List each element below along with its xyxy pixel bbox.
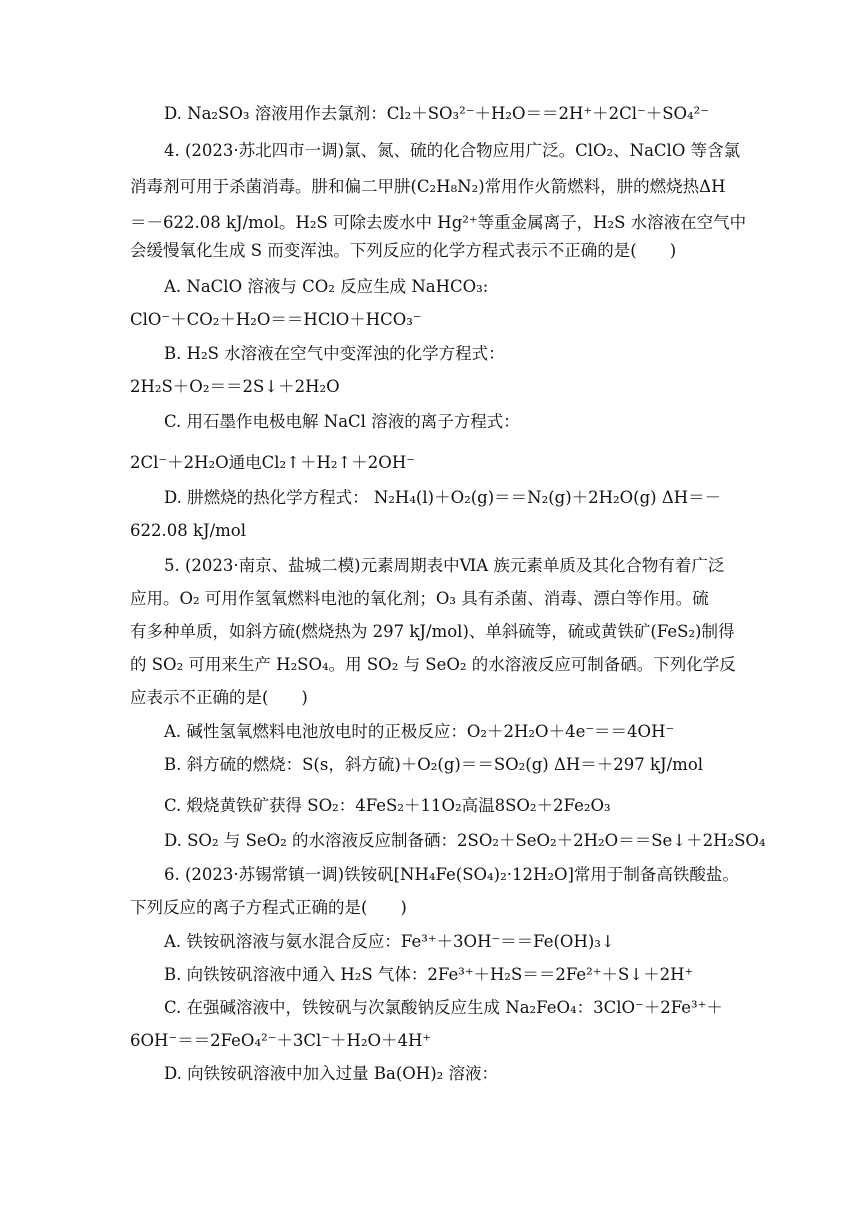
- q5-stem-line-3: 有多种单质，如斜方硫(燃烧热为 297 kJ/mol)、单斜硫等，硫或黄铁矿(FeS₂)制得: [130, 622, 735, 641]
- q5-option-a: A. 碱性氢氧燃料电池放电时的正极反应：O₂＋2H₂O＋4e⁻＝＝4OH⁻: [164, 722, 675, 741]
- q6-option-c-line-2: 6OH⁻＝＝2FeO₄²⁻＋3Cl⁻＋H₂O＋4H⁺: [130, 1031, 432, 1050]
- q6-stem-line-2: 下列反应的离子方程式正确的是( ): [130, 898, 407, 917]
- q5-stem-line-1: 5. (2023·南京、盐城二模)元素周期表中ⅥA 族元素单质及其化合物有着广泛: [164, 556, 725, 575]
- q6-option-d: D. 向铁铵矾溶液中加入过量 Ba(OH)₂ 溶液：: [164, 1064, 498, 1083]
- q6-option-b: B. 向铁铵矾溶液中通入 H₂S 气体：2Fe³⁺＋H₂S＝＝2Fe²⁺＋S↓＋2H⁺: [164, 965, 694, 984]
- q4-stem-line-1: 4. (2023·苏北四市一调)氯、氮、硫的化合物应用广泛。ClO₂、NaClO 等含氯: [164, 141, 741, 160]
- q5-stem-line-4: 的 SO₂ 可用来生产 H₂SO₄。用 SO₂ 与 SeO₂ 的水溶液反应可制备硒。下列化学反: [130, 655, 736, 674]
- q4-option-b-label: B. H₂S 水溶液在空气中变浑浊的化学方程式：: [164, 344, 505, 363]
- q3-option-d: D. Na₂SO₃ 溶液用作去氯剂：Cl₂＋SO₃²⁻＋H₂O＝＝2H⁺＋2Cl⁻＋SO₄²⁻: [164, 104, 709, 123]
- q4-option-d-line-2: 622.08 kJ/mol: [130, 521, 247, 540]
- q5-option-c: C. 煅烧黄铁矿获得 SO₂：4FeS₂＋11O₂高温8SO₂＋2Fe₂O₃: [164, 796, 611, 815]
- q4-stem-line-3: ＝－622.08 kJ/mol。H₂S 可除去废水中 Hg²⁺等重金属离子，H₂S 水溶液在空气中: [130, 213, 747, 232]
- q4-option-c-equation: 2Cl⁻＋2H₂O通电Cl₂↑＋H₂↑＋2OH⁻: [130, 453, 415, 472]
- q6-option-a: A. 铁铵矾溶液与氨水混合反应：Fe³⁺＋3OH⁻＝＝Fe(OH)₃↓: [164, 932, 615, 951]
- q4-stem-line-2: 消毒剂可用于杀菌消毒。肼和偏二甲肼(C₂H₈N₂)常用作火箭燃料，肼的燃烧热ΔH: [130, 177, 726, 196]
- q6-stem-line-1: 6. (2023·苏锡常镇一调)铁铵矾[NH₄Fe(SO₄)₂·12H₂O]常用于制备高铁酸盐。: [164, 865, 739, 884]
- q4-option-c-label: C. 用石墨作电极电解 NaCl 溶液的离子方程式：: [164, 412, 520, 431]
- q4-option-a-equation: ClO⁻＋CO₂＋H₂O＝＝HClO＋HCO₃⁻: [130, 310, 422, 329]
- q4-option-a-label: A. NaClO 溶液与 CO₂ 反应生成 NaHCO₃:: [164, 277, 489, 296]
- q6-option-c-line-1: C. 在强碱溶液中，铁铵矾与次氯酸钠反应生成 Na₂FeO₄：3ClO⁻＋2Fe³⁺＋: [164, 998, 723, 1017]
- q5-option-d: D. SO₂ 与 SeO₂ 的水溶液反应制备硒：2SO₂＋SeO₂＋2H₂O＝＝Se↓＋2H₂SO₄: [164, 831, 766, 850]
- q4-stem-line-4: 会缓慢氧化生成 S 而变浑浊。下列反应的化学方程式表示不正确的是( ): [130, 241, 677, 260]
- q5-stem-line-5: 应表示不正确的是( ): [130, 688, 308, 707]
- q5-stem-line-2: 应用。O₂ 可用作氢氧燃料电池的氧化剂；O₃ 具有杀菌、消毒、漂白等作用。硫: [130, 589, 709, 608]
- q4-option-d-line-1: D. 肼燃烧的热化学方程式： N₂H₄(l)＋O₂(g)＝＝N₂(g)＋2H₂O(g) ΔH＝－: [164, 488, 722, 507]
- q4-option-b-equation: 2H₂S＋O₂＝＝2S↓＋2H₂O: [130, 377, 340, 396]
- q5-option-b: B. 斜方硫的燃烧：S(s，斜方硫)＋O₂(g)＝＝SO₂(g) ΔH＝＋297 kJ/mol: [164, 755, 704, 774]
